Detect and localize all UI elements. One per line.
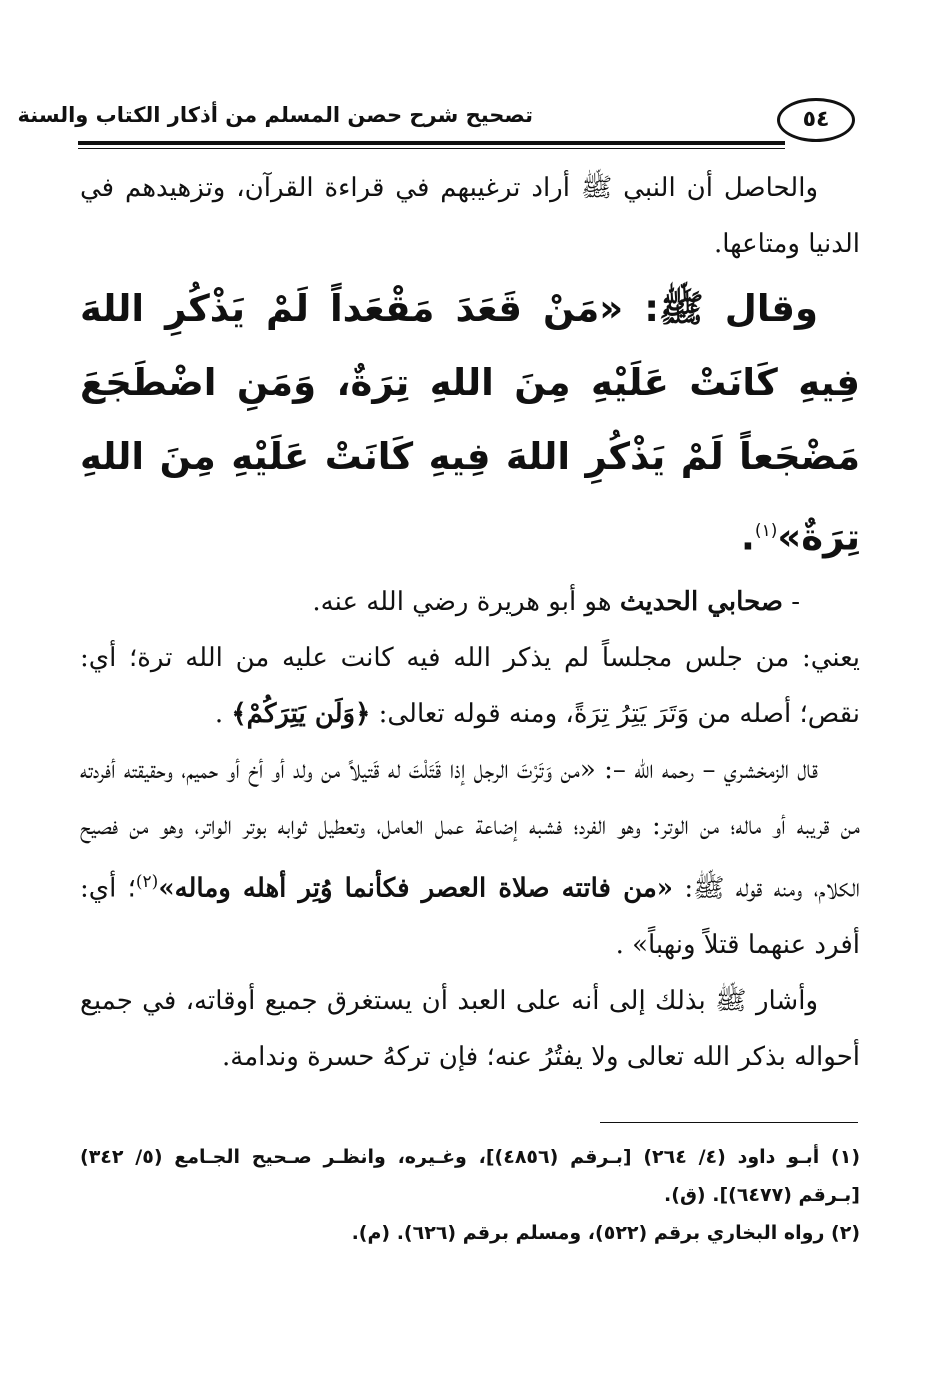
paragraph-summary: والحاصل أن النبي ﷺ أراد ترغيبهم في قراءة القرآن، وتزهيدهم في الدنيا ومتاعها. [80, 173, 860, 259]
footnotes [80, 1138, 860, 1252]
hadith-asr: «من فاتته صلاة العصر فكأنما وُتِر أهله وماله» [158, 873, 674, 904]
paragraph-meaning [80, 630, 860, 742]
header-rule-thin [78, 148, 785, 149]
hadith-text: «مَنْ قَعَدَ مَقْعَداً لَمْ يَذْكُرِ اللهَ فِيهِ كَانَتْ عَلَيْهِ مِنَ اللهِ تِرَةٌ، وَمَنِ اضْطَجَعَ مَضْجَعاً لَمْ يَذْكُرِ اللهَ فِيهِ كَانَتْ عَلَيْهِ مِنَ اللهِ تِرَةٌ» [80, 287, 860, 559]
hadith-intro: وقال ﷺ: [623, 287, 818, 330]
running-title: تصحيح شرح حصن المسلم من أذكار الكتاب والسنة [17, 103, 533, 127]
companion-label: صحابي الحديث [619, 587, 783, 618]
footnote-marker-2: (٢) [135, 872, 159, 893]
hadith-block [80, 272, 860, 574]
hadith-end: . [740, 515, 755, 559]
main-text [80, 160, 860, 1085]
footnote-marker-1: (١) [754, 521, 778, 541]
meaning-text: يعني: من جلس مجلساً لم يذكر الله فيه كانت عليه من الله ترة؛ أي: نقص؛ أصله من وَتَرَ يَتِرُ تِرَةً، ومنه قوله تعالى: [80, 643, 860, 730]
paragraph-conclusion: وأشار ﷺ بذلك إلى أنه على العبد أن يستغرق جميع أوقاته، في جميع أحواله بذكر الله تعالى ولا يفتُرُ عنه؛ فإن تركهُ حسرة وندامة. [80, 985, 860, 1072]
companion-dash: - [782, 587, 800, 618]
meaning-end: . [214, 699, 232, 730]
footnote-1: (١) أبـو داود (٤/ ٢٦٤) [بـرقم (٤٨٥٦)]، وغـيره، وانظـر صـحيح الجـامع (٥/ ٣٤٢) [بـرقم (٦٤٧٧)]. (ق). [80, 1146, 860, 1206]
page-header [17, 95, 863, 155]
paragraph-zamakhshari [80, 742, 860, 973]
zamakhshari-end: ؛ أي: أفرد عنهما قتلاً ونهباً» . [80, 873, 860, 960]
page-number: ٥٤ [777, 98, 855, 142]
zamakhshari-text: قال الزمخشري – رحمه الله –: «من وَتَرْتَ الرجل إذا قَتَلْتَ له قَتيلاً من ولد أو أخ أو حميم، وحقيقته أفردته من قريبه أو ماله؛ من الوتر: وهو الفرد؛ فشبه إضاعة عمل العامل، وتعطيل ثوابه بوتر الواتر، وهو من فصيح الكلام، ومنه قوله ﷺ: [80, 755, 860, 904]
footnote-2: (٢) رواه البخاري برقم (٥٢٢)، ومسلم برقم (٦٢٦). (م). [351, 1222, 860, 1244]
header-rule-thick [78, 141, 785, 145]
quran-verse: ﴿وَلَن يَتِرَكُمْ﴾ [231, 699, 371, 730]
footnote-separator [600, 1122, 858, 1123]
companion-line [80, 574, 860, 630]
companion-text: هو أبو هريرة رضي الله عنه. [312, 587, 620, 618]
